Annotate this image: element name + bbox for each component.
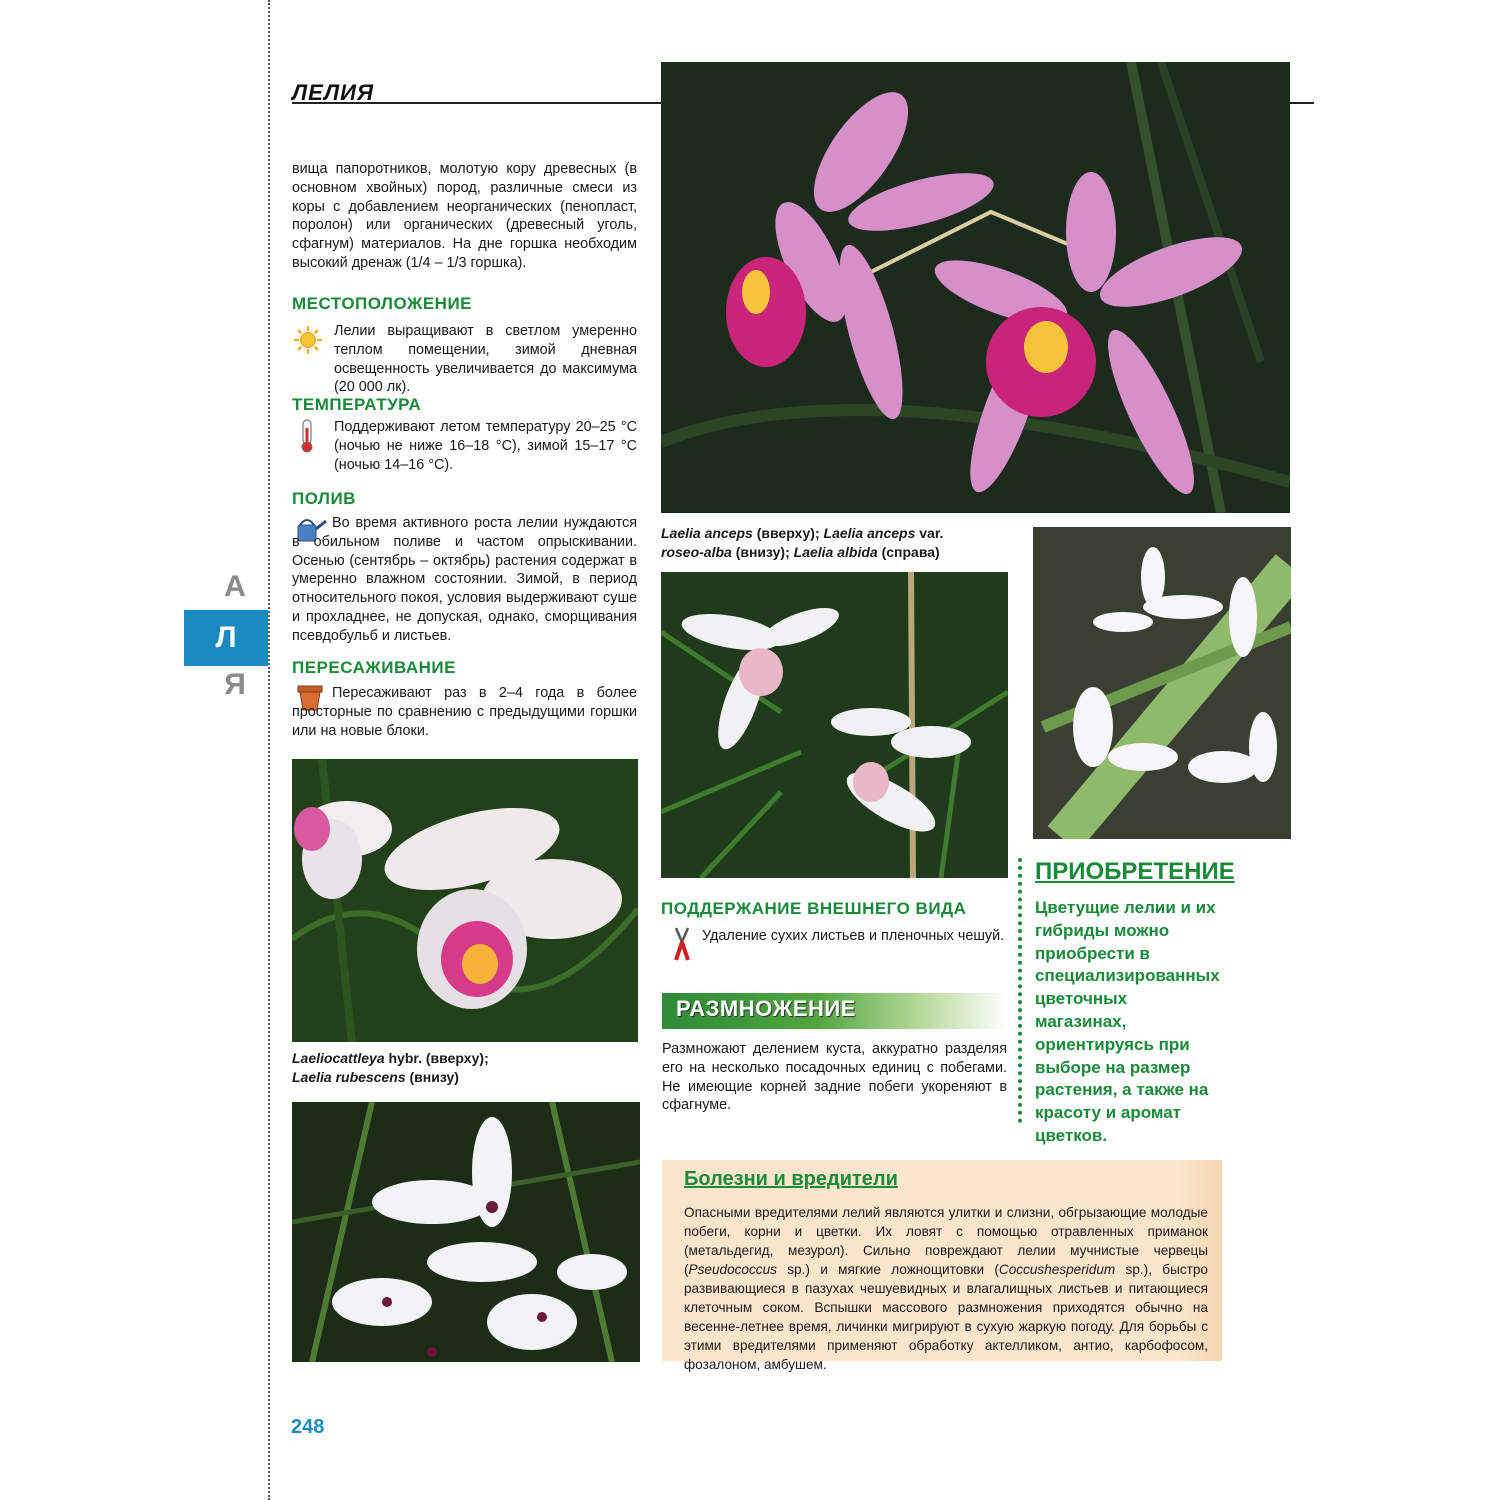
intro-paragraph: вища папоротников, молотую кору древесных (в основном хвойных) пород, различные смеси из коры с добавлением неорганических (пенопласт, поролон) или органических (древесный уголь, сфагнум) материалов. На дне горшка необходим высокий дренаж (1/4 – 1/3 горшка). [292, 161, 637, 271]
pests-species-2: Coccushesperidum [998, 1262, 1116, 1277]
pests-species-1: Pseudococcus [688, 1262, 777, 1277]
thermometer-icon [296, 418, 318, 454]
appearance-text: Удаление сухих листьев и пленочных чешуй. [702, 928, 1005, 944]
caption-top-b: (вверху); [752, 525, 824, 541]
location-heading: МЕСТОПОЛОЖЕНИЕ [292, 294, 473, 313]
pests-text [684, 1203, 1208, 1374]
caption-left-a: Laeliocattleya [292, 1050, 385, 1066]
page-title: ЛЕЛИЯ [292, 80, 375, 105]
repotting-text-content: Пересаживают раз в 2–4 года в более просторные по сравнению с предыдущими горшки или на новые блоки. [292, 685, 637, 739]
caption-top-d: var. [915, 525, 944, 541]
caption-top-a: Laelia anceps [661, 525, 753, 541]
page-number: 248 [291, 1416, 325, 1438]
sun-icon [293, 325, 323, 355]
watering-text-content: Во время активного роста лелии нуждаются в обильном поливе и частом опрыскивании. Осенью (сентябрь – октябрь) растения содержат в умеренно влажном состоянии. Зимой, в период относительного покоя, условия выдерживают суше и прохладнее, не допуская, однако, сморщивания псевдобульб и листьев. [292, 515, 637, 644]
reproduction-heading: РАЗМНОЖЕНИЕ [676, 996, 856, 1021]
caption-left-b: hybr. (вверху); [384, 1050, 489, 1066]
acquisition-heading: ПРИОБРЕТЕНИЕ [1035, 858, 1235, 885]
alphabet-letter-prev: А [224, 570, 246, 603]
pests-text-3: sp.), быстро развивающиеся в пазухах чешуевидных и влагалищных листьев и питающиеся клеточным соком. Вспышки массового размножения приходятся обычно на весенне-летнее время, личинки мигрируют в сухую жаркую погоду. Для борьбы с этими вредителями применяют обработку актелликом, антио, карбофосом, фозалоном, амбушем. [684, 1262, 1208, 1372]
reproduction-text: Размножают делением куста, аккуратно разделяя его на несколько посадочных единиц с побегами. Не имеющие корней задние побеги укореняют в сфагнуме. [662, 1041, 1007, 1114]
caption-left-d: (внизу) [405, 1069, 459, 1085]
watering-heading: ПОЛИВ [292, 489, 356, 508]
caption-top-e: roseo-alba [661, 544, 732, 560]
temperature-heading: ТЕМПЕРАТУРА [292, 395, 422, 414]
pruning-shears-icon [670, 926, 694, 962]
repotting-text [292, 684, 637, 740]
appearance-heading: ПОДДЕРЖАНИЕ ВНЕШНЕГО ВИДА [661, 899, 967, 918]
alphabet-letter-next: Я [224, 668, 246, 701]
caption-top-photos [661, 524, 991, 562]
photo-laelia-anceps [661, 62, 1290, 513]
acquisition-dotted-rule [1018, 858, 1022, 1123]
caption-left-c: Laelia rubescens [292, 1069, 406, 1085]
watering-text [292, 514, 637, 646]
repotting-heading: ПЕРЕСАЖИВАНИЕ [292, 658, 456, 677]
temperature-text: Поддерживают летом температуру 20–25 °C (ночью не ниже 16–18 °C), зимой 15–17 °C (ночью 14–16 °C). [334, 419, 637, 473]
binding-dotted-line [268, 0, 270, 1500]
acquisition-text: Цветущие лелии и их гибриды можно приобрести в специализированных цветочных магазинах, ориентируясь при выборе на размер растения, а также на красоту и аромат цветков. [1035, 898, 1220, 1145]
photo-laelia-anceps-roseo-alba [661, 572, 1008, 878]
photo-laelia-albida [1033, 527, 1291, 839]
photo-laeliocattleya [292, 759, 638, 1042]
pests-text-1: Опасными вредителями лелий являются улитки и слизни, обгрызающие молодые побеги, корни и цветки. Их ловят с помощью отравленных приманок (метальдегид, мезурол). Сильно повреждают лелии мучнистые червецы ( [684, 1205, 1208, 1277]
caption-top-h: (справа) [877, 544, 940, 560]
pests-heading: Болезни и вредители [684, 1168, 898, 1190]
alphabet-letter-active: Л [184, 610, 268, 666]
caption-top-g: Laelia albida [793, 544, 878, 560]
location-text: Лелии выращивают в светлом умеренно теплом помещении, зимой дневная освещенность увеличивается до максимума (20 000 лк). [334, 323, 637, 396]
caption-top-f: (внизу); [731, 544, 794, 560]
caption-left-photos [292, 1049, 638, 1087]
photo-laelia-rubescens [292, 1102, 640, 1362]
caption-top-c: Laelia anceps [823, 525, 916, 541]
pests-text-2: sp.) и мягкие ложнощитовки ( [776, 1262, 999, 1277]
